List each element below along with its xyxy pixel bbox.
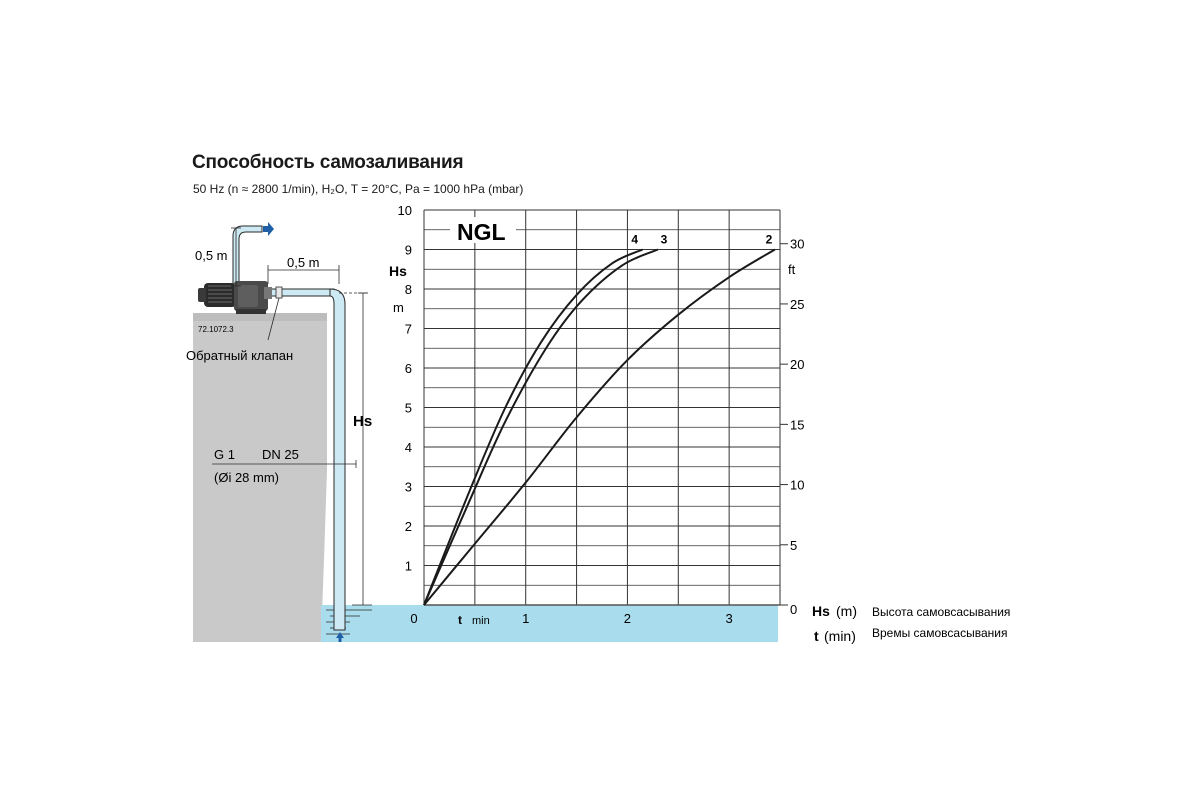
y-axis-unit: m [393,300,404,315]
y2-tick-label: 25 [790,296,805,312]
series-label-4: 4 [631,232,639,247]
y-tick-label: 2 [404,519,412,534]
check-valve-label: Обратный клапан [186,348,294,363]
y2-tick-label: 15 [790,417,805,433]
y2-tick-label: 10 [790,477,805,493]
pipe-spec-diameter: (Øi 28 mm) [214,470,279,485]
water [321,605,778,642]
y2-axis-unit: ft [788,262,796,277]
y2-tick-label: 30 [790,236,805,252]
y-tick-label: 8 [404,282,412,297]
y-tick-label: 4 [404,440,412,455]
legend-t-symbol: t [814,628,819,644]
y-tick-label: 10 [397,203,412,218]
x-tick-label: 0 [410,611,418,626]
installation-diagram [186,222,778,642]
legend-hs-desc: Высота самовсасывания [872,605,1011,619]
y-tick-label: 7 [404,321,412,337]
conditions-subtitle: 50 Hz (n ≈ 2800 1/min), H₂O, T = 20°C, Pa = 1000 hPa (mbar) [193,182,524,196]
y-tick-label: 6 [404,361,412,376]
y-tick-label: 1 [404,558,412,574]
y-tick-label: 3 [404,479,412,495]
x-tick-label: 1 [522,611,530,626]
suction-vertical-pipe [330,289,345,630]
x-axis-label: t [458,613,462,627]
y-tick-label: 9 [404,242,412,258]
y2-tick-label: 0 [790,602,798,617]
legend-hs-unit: (m) [836,603,857,619]
legend-t-desc: Времы самовсасывания [872,626,1008,640]
discharge-pipe [233,226,262,290]
discharge-arrow [263,222,274,236]
legend [812,603,1010,644]
series-label-2: 2 [765,232,773,247]
chart-grid [424,210,780,605]
pipe-spec-g: G 1 [214,447,235,462]
platform [193,313,327,321]
dim-vertical-label: 0,5 m [195,248,228,263]
series-label-3: 3 [660,232,668,247]
legend-hs-symbol: Hs [812,603,830,619]
y2-tick-label: 20 [790,357,805,373]
hs-height-label: Hs [353,413,373,430]
pipe-spec-dn: DN 25 [262,447,299,462]
check-valve [276,287,282,298]
self-priming-chart [389,203,804,627]
x-tick-label: 2 [623,611,632,626]
page-title: Способность самозаливания [192,152,464,173]
part-number: 72.1072.3 [198,325,234,334]
chart-title: NGL [457,219,506,245]
y2-tick-label: 5 [790,537,798,553]
y-axis-label: Hs [389,263,407,279]
chart-curves [424,233,775,606]
dim-horizontal-label: 0,5 m [287,255,320,270]
x-axis-unit: min [472,615,490,627]
legend-t-unit: (min) [824,628,856,644]
y-tick-label: 5 [404,400,412,416]
x-tick-label: 3 [725,611,733,626]
